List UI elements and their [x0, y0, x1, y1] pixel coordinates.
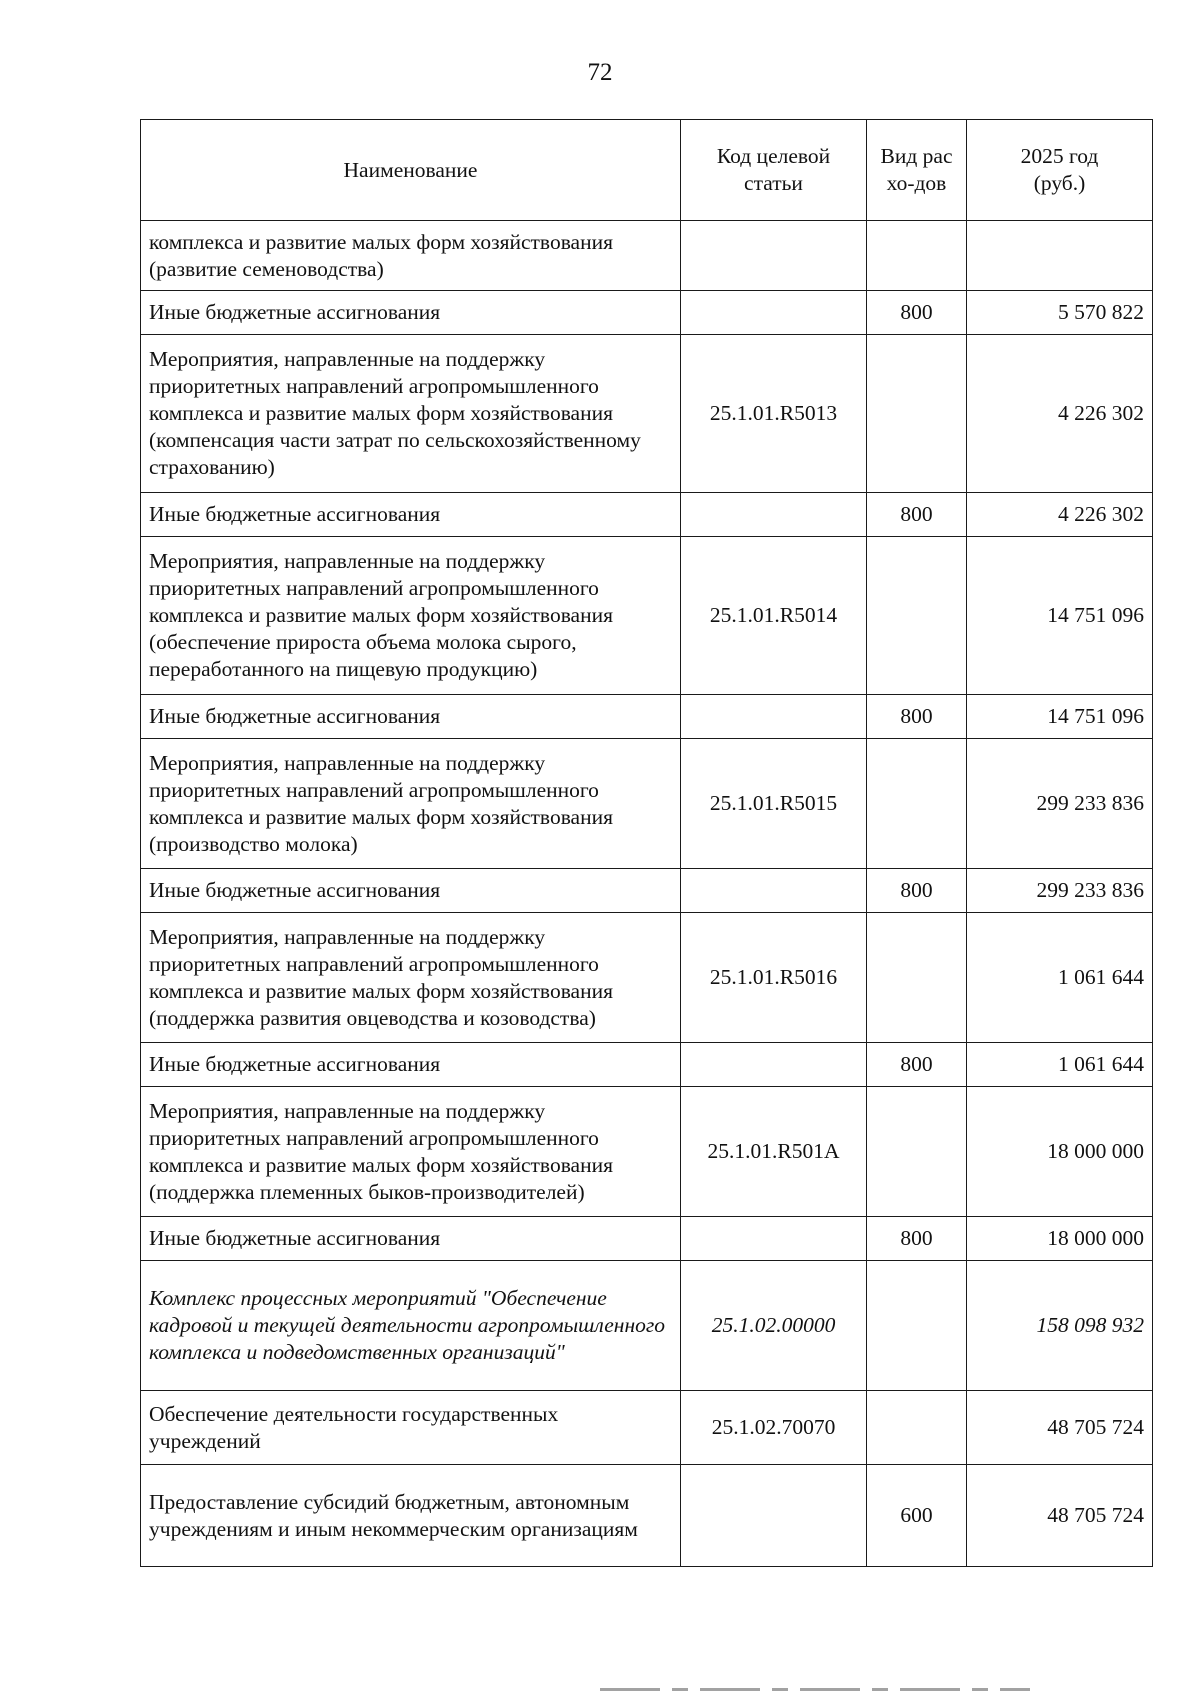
header-kind-label: Вид расхо-дов [880, 144, 953, 195]
table-row [141, 1087, 1153, 1217]
table-row [141, 1261, 1153, 1391]
table-body [141, 221, 1153, 1567]
table-row [141, 869, 1153, 913]
table-row [141, 291, 1153, 335]
cell-code [681, 695, 867, 739]
cell-code [681, 1465, 867, 1567]
cell-amount: 299 233 836 [967, 739, 1153, 869]
cell-amount: 4 226 302 [967, 335, 1153, 493]
cell-kind: 800 [867, 869, 967, 913]
cell-code [681, 1217, 867, 1261]
cell-code: 25.1.01.R5013 [681, 335, 867, 493]
cell-kind: 600 [867, 1465, 967, 1567]
cell-amount: 48 705 724 [967, 1391, 1153, 1465]
table-row [141, 1391, 1153, 1465]
cell-kind: 800 [867, 695, 967, 739]
cell-name: Иные бюджетные ассигнования [141, 291, 681, 335]
cell-code [681, 493, 867, 537]
cell-amount: 14 751 096 [967, 537, 1153, 695]
header-amount-label: 2025 год (руб.) [1020, 144, 1099, 195]
cell-amount: 1 061 644 [967, 913, 1153, 1043]
header-kind [867, 120, 967, 221]
cell-code: 25.1.01.R5015 [681, 739, 867, 869]
table-row [141, 1465, 1153, 1567]
cell-kind [867, 913, 967, 1043]
cell-amount: 18 000 000 [967, 1217, 1153, 1261]
cell-kind [867, 221, 967, 291]
cell-amount: 4 226 302 [967, 493, 1153, 537]
cell-name: Обеспечение деятельности государственных учреждений [141, 1391, 681, 1465]
table-row [141, 695, 1153, 739]
cell-name: Иные бюджетные ассигнования [141, 869, 681, 913]
cell-code [681, 1043, 867, 1087]
cell-kind [867, 1261, 967, 1391]
cell-kind [867, 739, 967, 869]
cell-code: 25.1.02.70070 [681, 1391, 867, 1465]
cell-name: Иные бюджетные ассигнования [141, 493, 681, 537]
cell-amount [967, 221, 1153, 291]
table-row [141, 1217, 1153, 1261]
cell-kind: 800 [867, 493, 967, 537]
header-code-label: Код целевой статьи [716, 144, 831, 195]
cell-kind [867, 1391, 967, 1465]
scan-artifact-line [600, 1688, 1030, 1691]
cell-kind: 800 [867, 1043, 967, 1087]
cell-kind: 800 [867, 291, 967, 335]
budget-table [140, 119, 1153, 1567]
cell-code: 25.1.01.R501A [681, 1087, 867, 1217]
cell-name: Иные бюджетные ассигнования [141, 695, 681, 739]
cell-code [681, 869, 867, 913]
table-row [141, 913, 1153, 1043]
header-code [681, 120, 867, 221]
cell-amount: 14 751 096 [967, 695, 1153, 739]
cell-code [681, 291, 867, 335]
cell-name: Комплекс процессных мероприятий "Обеспечение кадровой и текущей деятельности агропромышленного комплекса и подведомственных организаций" [141, 1261, 681, 1391]
cell-amount: 299 233 836 [967, 869, 1153, 913]
cell-name: Иные бюджетные ассигнования [141, 1043, 681, 1087]
cell-amount: 158 098 932 [967, 1261, 1153, 1391]
table-row [141, 335, 1153, 493]
table-row [141, 739, 1153, 869]
cell-kind: 800 [867, 1217, 967, 1261]
table-row [141, 221, 1153, 291]
cell-amount: 48 705 724 [967, 1465, 1153, 1567]
table-row [141, 493, 1153, 537]
cell-code [681, 221, 867, 291]
cell-name: Иные бюджетные ассигнования [141, 1217, 681, 1261]
cell-name: Предоставление субсидий бюджетным, автономным учреждениям и иным некоммерческим организациям [141, 1465, 681, 1567]
cell-code: 25.1.02.00000 [681, 1261, 867, 1391]
cell-name: Мероприятия, направленные на поддержку приоритетных направлений агропромышленного комплекса и развитие малых форм хозяйствования (поддержка племенных быков-производителей) [141, 1087, 681, 1217]
header-name: Наименование [141, 120, 681, 221]
cell-kind [867, 335, 967, 493]
header-amount [967, 120, 1153, 221]
cell-code: 25.1.01.R5014 [681, 537, 867, 695]
table-header-row [141, 120, 1153, 221]
cell-name: Мероприятия, направленные на поддержку приоритетных направлений агропромышленного комплекса и развитие малых форм хозяйствования (поддержка развития овцеводства и козоводства) [141, 913, 681, 1043]
cell-name: Мероприятия, направленные на поддержку приоритетных направлений агропромышленного комплекса и развитие малых форм хозяйствования (обеспечение прироста объема молока сырого, переработанного на пищевую продукцию) [141, 537, 681, 695]
page-number: 72 [587, 59, 613, 86]
table-row [141, 537, 1153, 695]
cell-amount: 5 570 822 [967, 291, 1153, 335]
cell-name: комплекса и развитие малых форм хозяйствования (развитие семеноводства) [141, 221, 681, 291]
cell-name: Мероприятия, направленные на поддержку приоритетных направлений агропромышленного комплекса и развитие малых форм хозяйствования (компенсация части затрат по сельскохозяйственному страхованию) [141, 335, 681, 493]
cell-kind [867, 1087, 967, 1217]
table-row [141, 1043, 1153, 1087]
cell-code: 25.1.01.R5016 [681, 913, 867, 1043]
cell-amount: 1 061 644 [967, 1043, 1153, 1087]
cell-kind [867, 537, 967, 695]
cell-amount: 18 000 000 [967, 1087, 1153, 1217]
cell-name: Мероприятия, направленные на поддержку приоритетных направлений агропромышленного комплекса и развитие малых форм хозяйствования (производство молока) [141, 739, 681, 869]
